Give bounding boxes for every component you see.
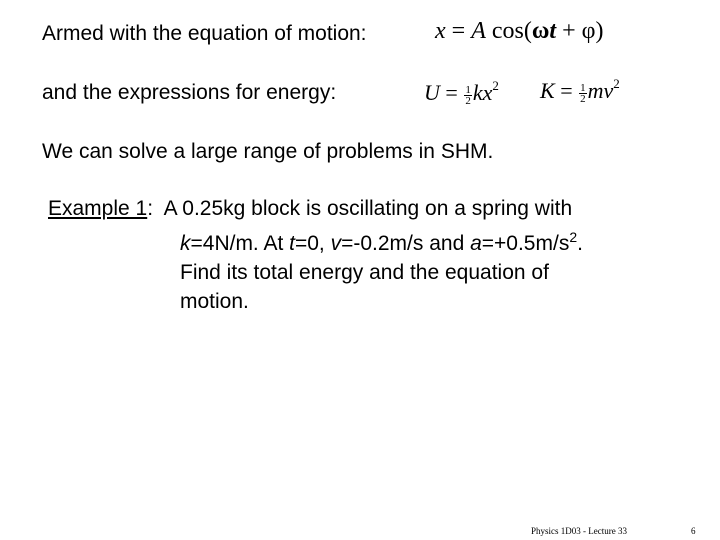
pe-fraction [464,85,472,106]
val-t: =0, [294,232,331,255]
var-v: v [330,232,342,255]
example-row-4: motion. [180,290,249,313]
example-block [48,194,583,316]
example-label: Example 1 [48,197,148,220]
intro-line-equation: Armed with the equation of motion: [42,22,367,45]
pe-frac-den: 2 [465,94,471,107]
eq-omega: ω [531,18,550,44]
footer-course: Physics 1D03 - Lecture 33 [531,526,627,536]
example-row-3: Find its total energy and the equation of [180,261,549,284]
eq-t: t [549,18,557,44]
example-row-2 [48,223,583,258]
intro-line-energy: and the expressions for energy: [42,81,337,104]
pe-k: k [472,80,483,105]
ke-exponent: 2 [613,76,620,91]
ke-m: m [587,78,604,103]
ke-var: K [540,78,555,103]
eq-plus: + [556,18,582,44]
eq-phi: φ [581,18,596,44]
ke-frac-den: 2 [580,92,586,105]
pe-x: x [482,80,493,105]
val-k: =4N/m. At [190,232,290,255]
example-row-1 [48,194,583,223]
eq-x: x [435,18,446,44]
eq-equals: = [445,18,472,44]
val-a: =+0.5m/s [481,232,570,255]
eq-cos: cos( [485,18,532,44]
pe-equals: = [439,80,464,105]
intro-line-shm: We can solve a large range of problems in SHM. [42,140,494,163]
ke-frac-num: 1 [580,81,586,94]
pe-exponent: 2 [492,78,499,93]
footer-page-number: 6 [691,526,696,536]
row2-period: . [577,232,583,255]
val-a-exponent: 2 [569,229,578,245]
equation-of-motion [435,18,603,45]
eq-close-paren: ) [595,18,604,44]
potential-energy-equation [424,78,499,106]
eq-amplitude: A [471,18,486,44]
ke-fraction [579,83,587,104]
kinetic-energy-equation [540,76,620,104]
example-text-1: A 0.25kg block is oscillating on a spring with [163,197,573,220]
val-v: =-0.2m/s and [341,232,471,255]
example-colon: : [147,197,154,220]
pe-var: U [424,80,440,105]
ke-equals: = [554,78,579,103]
var-k: k [180,232,191,255]
var-t: t [289,232,295,255]
var-a: a [470,232,482,255]
pe-frac-num: 1 [465,83,471,96]
ke-v: v [603,78,614,103]
